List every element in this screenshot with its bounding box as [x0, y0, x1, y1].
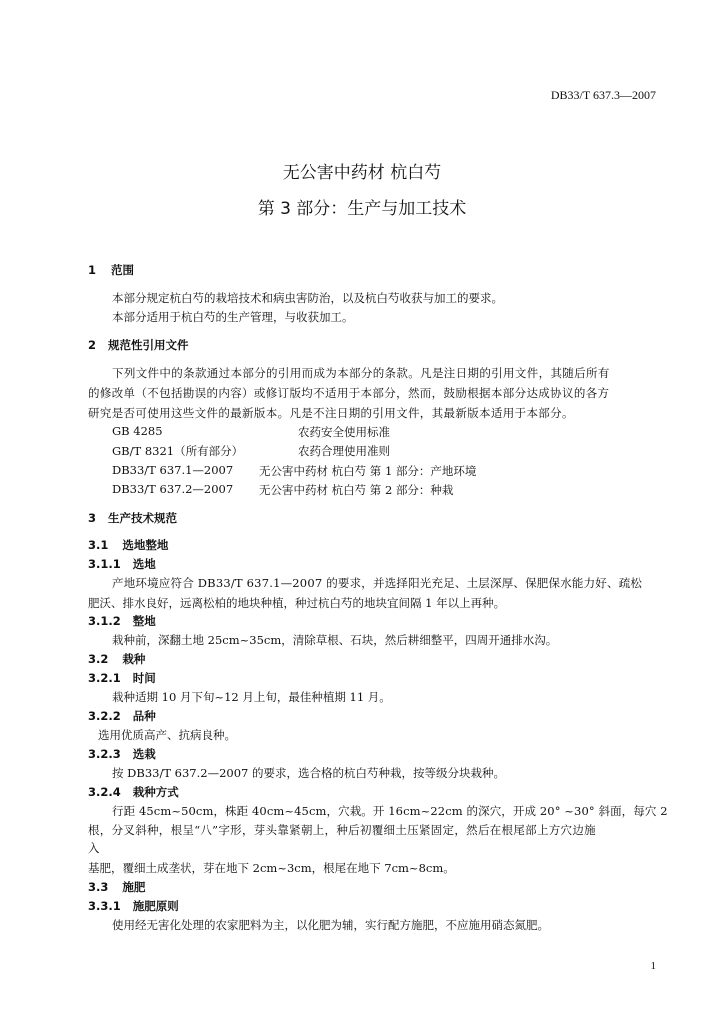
- section-title: 范围: [111, 263, 135, 277]
- paragraph-line: 肥沃、排水良好，远离松柏的地块种植，种过杭白芍的地块宜间隔 1 年以上再种。: [88, 596, 506, 610]
- section-number: 3.2.4: [88, 785, 121, 799]
- section-1-heading: [88, 262, 134, 278]
- subsection-heading: [88, 708, 156, 724]
- paragraph: 本部分规定杭白芍的栽培技术和病虫害防治，以及杭白芍收获与加工的要求。: [112, 291, 503, 305]
- subsection-heading: [88, 784, 179, 800]
- paragraph-line: 根，分叉斜种，根呈“八”字形，芽头靠紧朝上，种后初覆细土压紧固定，然后在根尾部上方穴边施: [88, 823, 596, 837]
- paragraph-line: 产地环境应符合 DB33/T 637.1—2007 的要求，并选择阳光充足、土层深厚、保肥保水能力好、疏松: [112, 576, 643, 590]
- paragraph-line: 研究是否可使用这些文件的最新版本。凡是不注日期的引用文件，其最新版本适用于本部分。: [88, 406, 574, 420]
- section-number: 3.2.1: [88, 671, 121, 685]
- paragraph: 选用优质高产、抗病良种。: [98, 728, 236, 742]
- reference-code: GB/T 8321（所有部分）: [112, 444, 244, 458]
- section-title: 施肥: [122, 880, 146, 894]
- section-number: 2: [88, 338, 97, 352]
- section-title: 时间: [132, 671, 156, 685]
- section-number: 1: [88, 263, 97, 277]
- paragraph: 栽种适期 10 月下旬~12 月上旬，最佳种植期 11 月。: [112, 690, 391, 704]
- section-number: 3.1.1: [88, 557, 121, 571]
- paragraph-line: 基肥，覆细土成垄状，芽在地下 2cm~3cm，根尾在地下 7cm~8cm。: [88, 861, 455, 875]
- paragraph-line: 入: [88, 841, 100, 855]
- section-number: 3.3: [88, 880, 109, 894]
- section-2-heading: [88, 337, 189, 353]
- reference-code: DB33/T 637.1—2007: [112, 463, 234, 477]
- subsection-heading: [88, 613, 156, 629]
- section-number: 3.2.2: [88, 709, 121, 723]
- section-title: 栽种: [122, 652, 146, 666]
- paragraph-line: 的修改单（不包括勘误的内容）或修订版均不适用于本部分，然而，鼓励根据本部分达成协议的各方: [88, 386, 610, 400]
- section-title: 选地整地: [122, 538, 169, 552]
- subsection-heading: [88, 670, 156, 686]
- subsection-heading: [88, 537, 168, 553]
- reference-code: GB 4285: [112, 424, 163, 438]
- document-subtitle: 第 3 部分：生产与加工技术: [257, 199, 467, 219]
- paragraph: 本部分适用于杭白芍的生产管理，与收获加工。: [112, 310, 354, 324]
- reference-title: 无公害中药材 杭白芍 第 1 部分：产地环境: [259, 464, 477, 478]
- paragraph-line: 下列文件中的条款通过本部分的引用而成为本部分的条款。凡是注日期的引用文件，其随后所有: [112, 366, 610, 380]
- section-title: 施肥原则: [132, 899, 179, 913]
- section-number: 3.2: [88, 652, 109, 666]
- document-code-header: DB33/T 637.3—2007: [550, 88, 656, 102]
- section-title: 品种: [132, 709, 156, 723]
- reference-code: DB33/T 637.2—2007: [112, 482, 234, 496]
- paragraph: 按 DB33/T 637.2—2007 的要求，选合格的杭白芍种栽，按等级分块栽种。: [112, 766, 506, 780]
- section-title: 选地: [132, 557, 156, 571]
- reference-title: 无公害中药材 杭白芍 第 2 部分：种栽: [259, 483, 454, 497]
- reference-title: 农药安全使用标准: [298, 425, 390, 439]
- section-title: 整地: [132, 614, 156, 628]
- subsection-heading: [88, 746, 156, 762]
- section-number: 3.1: [88, 538, 109, 552]
- section-title: 选栽: [132, 747, 156, 761]
- page-number: 1: [650, 960, 656, 972]
- subsection-heading: [88, 879, 145, 895]
- section-number: 3.1.2: [88, 614, 121, 628]
- paragraph-line: 行距 45cm~50cm，株距 40cm~45cm，穴栽。开 16cm~22cm 的深穴，开成 20° ~30° 斜面，每穴 2: [112, 804, 668, 818]
- paragraph: 栽种前，深翻土地 25cm~35cm，清除草根、石块，然后耕细整平，四周开通排水沟。: [112, 633, 558, 647]
- section-title: 生产技术规范: [108, 511, 178, 525]
- section-number: 3: [88, 511, 97, 525]
- subsection-heading: [88, 556, 156, 572]
- subsection-heading: [88, 651, 145, 667]
- reference-title: 农药合理使用准则: [298, 444, 390, 458]
- section-3-heading: [88, 510, 177, 526]
- section-title: 规范性引用文件: [108, 338, 189, 352]
- paragraph: 使用经无害化处理的农家肥料为主，以化肥为辅，实行配方施肥，不应施用硝态氮肥。: [112, 918, 549, 932]
- subsection-heading: [88, 898, 179, 914]
- document-title: 无公害中药材 杭白芍: [282, 163, 442, 183]
- section-number: 3.2.3: [88, 747, 121, 761]
- section-number: 3.3.1: [88, 899, 121, 913]
- section-title: 栽种方式: [132, 785, 179, 799]
